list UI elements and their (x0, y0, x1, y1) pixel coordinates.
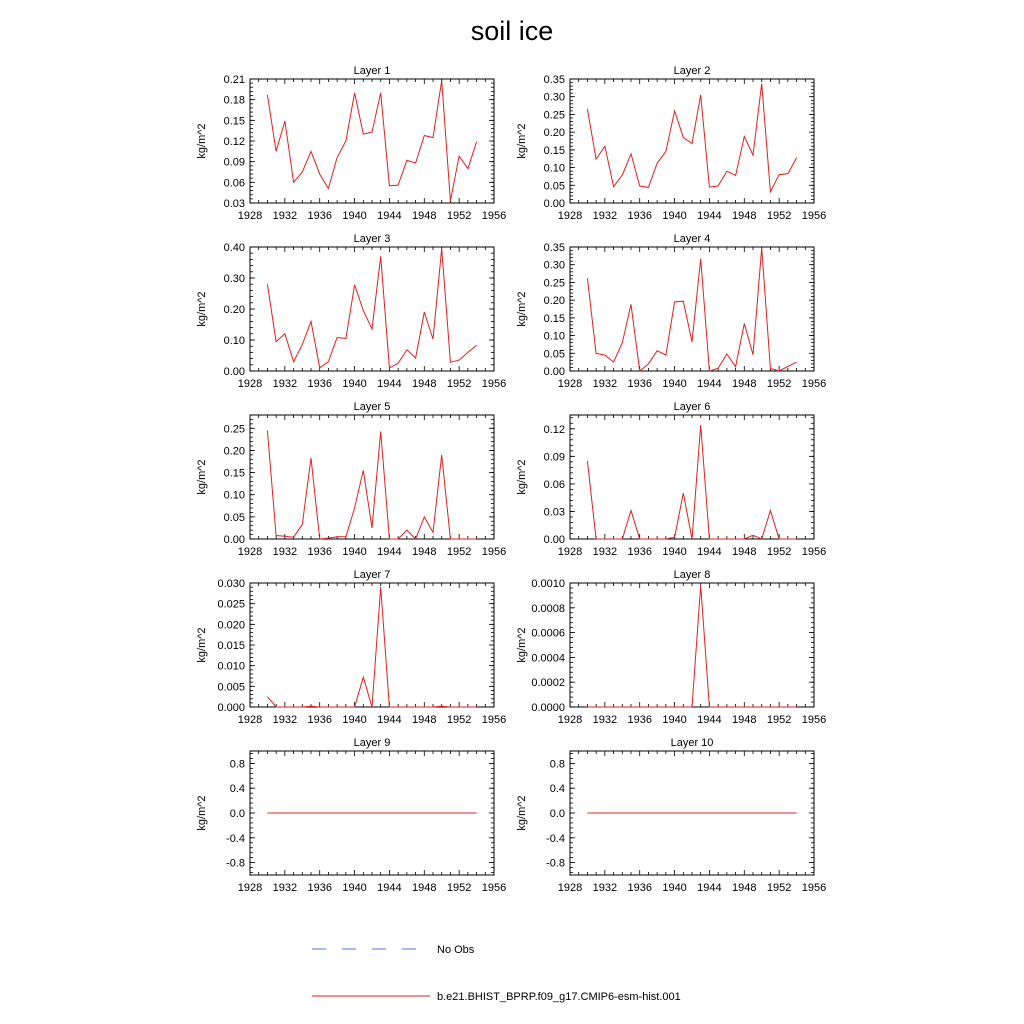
y-tick-label: 0.06 (543, 478, 565, 491)
y-tick-label: 0.09 (543, 451, 565, 464)
x-tick-label: 1928 (237, 882, 263, 894)
panel-title: Layer 3 (353, 233, 391, 245)
figure-title: soil ice (470, 16, 554, 46)
x-tick-label: 1952 (766, 546, 792, 558)
y-tick-label: 0.0002 (531, 677, 565, 690)
y-tick-label: 0.0006 (531, 627, 565, 640)
panel-layer-1 (196, 65, 506, 222)
y-tick-label: -0.4 (546, 832, 565, 845)
x-tick-label: 1940 (662, 882, 687, 894)
y-tick-label: 0.0 (229, 808, 245, 820)
y-axis-label: kg/m^2 (516, 795, 528, 831)
y-tick-label: 0.05 (543, 348, 565, 361)
panel-title: Layer 10 (670, 737, 714, 749)
y-tick-label: 0.000 (217, 702, 245, 714)
x-tick-label: 1944 (377, 546, 402, 558)
panel-title: Layer 1 (353, 65, 391, 77)
y-tick-label: -0.8 (546, 857, 565, 870)
plot-frame (250, 583, 494, 707)
x-tick-label: 1940 (342, 546, 367, 558)
x-tick-label: 1952 (446, 546, 472, 558)
x-tick-label: 1928 (237, 210, 263, 222)
panel-layer-5 (196, 401, 506, 558)
y-axis-label: kg/m^2 (516, 123, 528, 159)
x-tick-label: 1932 (272, 378, 298, 390)
y-tick-label: 0.10 (543, 330, 565, 343)
y-tick-label: 0.20 (543, 127, 565, 140)
plot-frame (250, 247, 494, 371)
x-tick-label: 1956 (801, 882, 827, 894)
x-tick-label: 1944 (377, 714, 402, 726)
y-tick-label: 0.12 (223, 136, 245, 148)
x-tick-label: 1928 (557, 882, 583, 894)
x-tick-label: 1956 (481, 546, 507, 558)
y-tick-label: 0.18 (223, 94, 245, 107)
x-tick-label: 1956 (801, 546, 827, 558)
x-tick-label: 1932 (592, 882, 618, 894)
y-tick-label: 0.30 (543, 259, 565, 272)
y-tick-label: 0.35 (543, 242, 565, 254)
y-tick-label: 0.4 (549, 783, 565, 796)
panel-title: Layer 6 (673, 401, 711, 413)
y-tick-label: -0.8 (226, 857, 245, 870)
y-tick-label: 0.025 (217, 598, 245, 611)
x-tick-label: 1928 (557, 546, 583, 558)
legend-label: b.e21.BHIST_BPRP.f09_g17.CMIP6-esm-hist.001 (437, 991, 681, 1003)
y-tick-label: 0.40 (223, 242, 245, 254)
x-tick-label: 1944 (697, 546, 722, 558)
y-tick-label: 0.010 (217, 660, 245, 673)
y-tick-label: 0.35 (543, 74, 565, 86)
x-tick-label: 1948 (732, 546, 757, 558)
x-tick-label: 1932 (272, 546, 298, 558)
x-tick-label: 1932 (272, 210, 298, 222)
y-tick-label: 0.030 (217, 578, 245, 590)
plot-frame (570, 415, 814, 539)
x-tick-label: 1952 (766, 378, 792, 390)
panel-title: Layer 2 (673, 65, 711, 77)
x-tick-label: 1948 (732, 210, 757, 222)
x-tick-label: 1940 (342, 378, 367, 390)
plot-frame (570, 583, 814, 707)
y-tick-label: 0.8 (549, 758, 565, 771)
x-tick-label: 1940 (342, 210, 367, 222)
x-tick-label: 1944 (377, 378, 402, 390)
panel-title: Layer 8 (673, 569, 711, 581)
x-tick-label: 1932 (592, 714, 618, 726)
x-tick-label: 1932 (592, 546, 618, 558)
x-tick-label: 1956 (801, 714, 827, 726)
x-tick-label: 1948 (412, 714, 437, 726)
x-tick-label: 1932 (272, 882, 298, 894)
panel-title: Layer 7 (353, 569, 391, 581)
plot-frame (250, 79, 494, 203)
y-tick-label: 0.30 (223, 273, 245, 285)
y-tick-label: 0.8 (229, 758, 245, 771)
y-tick-label: 0.20 (543, 295, 565, 308)
x-tick-label: 1952 (446, 714, 472, 726)
y-tick-label: 0.020 (217, 619, 245, 632)
y-tick-label: 0.0004 (531, 652, 565, 665)
x-tick-label: 1932 (272, 714, 298, 726)
x-tick-label: 1956 (481, 882, 507, 894)
y-tick-label: 0.03 (543, 506, 565, 519)
x-tick-label: 1928 (237, 378, 263, 390)
panel-layer-3 (196, 233, 506, 390)
x-tick-label: 1944 (377, 210, 402, 222)
x-tick-label: 1944 (697, 210, 722, 222)
y-tick-label: 0.05 (543, 180, 565, 193)
y-tick-label: 0.03 (223, 198, 245, 210)
y-axis-label: kg/m^2 (196, 795, 208, 831)
y-tick-label: 0.25 (543, 109, 565, 122)
series-line (587, 248, 796, 371)
y-axis-label: kg/m^2 (196, 459, 208, 495)
x-tick-label: 1956 (481, 210, 507, 222)
x-tick-label: 1952 (766, 882, 792, 894)
y-tick-label: 0.12 (543, 423, 565, 436)
y-tick-label: 0.10 (223, 335, 245, 347)
x-tick-label: 1936 (627, 378, 652, 390)
x-tick-label: 1932 (592, 378, 618, 390)
x-tick-label: 1948 (412, 378, 437, 390)
panel-layer-9 (196, 737, 506, 894)
y-axis-label: kg/m^2 (196, 123, 208, 159)
y-tick-label: 0.15 (543, 144, 565, 157)
y-tick-label: 0.20 (223, 304, 245, 316)
x-tick-label: 1956 (481, 714, 507, 726)
panel-layer-2 (516, 65, 826, 222)
legend-label: No Obs (437, 944, 475, 956)
series-line (587, 84, 796, 192)
panel-layer-6 (516, 401, 826, 558)
y-tick-label: 0.15 (223, 467, 245, 480)
series-line (267, 587, 476, 707)
y-tick-label: 0.00 (543, 534, 565, 546)
y-tick-label: 0.4 (229, 783, 245, 796)
plot-frame (250, 415, 494, 539)
x-tick-label: 1948 (412, 882, 437, 894)
panel-layer-7 (196, 569, 506, 726)
x-tick-label: 1956 (481, 378, 507, 390)
x-tick-label: 1948 (732, 714, 757, 726)
x-tick-label: 1936 (627, 882, 652, 894)
x-tick-label: 1936 (307, 378, 332, 390)
y-tick-label: 0.00 (223, 534, 245, 546)
x-tick-label: 1940 (662, 378, 687, 390)
x-tick-label: 1940 (342, 714, 367, 726)
x-tick-label: 1956 (801, 378, 827, 390)
x-tick-label: 1932 (592, 210, 618, 222)
y-tick-label: 0.10 (223, 489, 245, 502)
y-tick-label: 0.06 (223, 177, 245, 190)
y-tick-label: 0.00 (543, 198, 565, 210)
series-line (267, 249, 476, 368)
x-tick-label: 1948 (412, 210, 437, 222)
panel-title: Layer 9 (353, 737, 391, 749)
x-tick-label: 1928 (557, 378, 583, 390)
x-tick-label: 1940 (662, 210, 687, 222)
y-tick-label: 0.21 (223, 74, 245, 86)
x-tick-label: 1948 (732, 882, 757, 894)
x-tick-label: 1948 (732, 378, 757, 390)
y-tick-label: -0.4 (226, 832, 245, 845)
panel-title: Layer 4 (673, 233, 711, 245)
y-tick-label: 0.05 (223, 511, 245, 524)
y-tick-label: 0.25 (543, 277, 565, 290)
y-tick-label: 0.0000 (531, 702, 565, 714)
x-tick-label: 1948 (412, 546, 437, 558)
y-tick-label: 0.25 (223, 423, 245, 436)
x-tick-label: 1928 (237, 714, 263, 726)
legend (312, 944, 681, 1003)
y-axis-label: kg/m^2 (516, 291, 528, 327)
x-tick-label: 1936 (627, 210, 652, 222)
panel-title: Layer 5 (353, 401, 391, 413)
x-tick-label: 1952 (766, 714, 792, 726)
panel-layer-10 (516, 737, 826, 894)
x-tick-label: 1952 (446, 210, 472, 222)
y-tick-label: 0.10 (543, 162, 565, 175)
x-tick-label: 1936 (307, 714, 332, 726)
panel-layer-8 (516, 569, 826, 726)
y-axis-label: kg/m^2 (516, 627, 528, 663)
y-tick-label: 0.15 (223, 115, 245, 128)
y-tick-label: 0.00 (223, 366, 245, 378)
x-tick-label: 1928 (237, 546, 263, 558)
x-tick-label: 1944 (697, 882, 722, 894)
y-tick-label: 0.20 (223, 445, 245, 458)
x-tick-label: 1936 (627, 714, 652, 726)
y-tick-label: 0.30 (543, 91, 565, 104)
plot-frame (570, 247, 814, 371)
x-tick-label: 1944 (697, 378, 722, 390)
y-tick-label: 0.0 (549, 808, 565, 820)
x-tick-label: 1944 (377, 882, 402, 894)
x-tick-label: 1940 (662, 546, 687, 558)
y-axis-label: kg/m^2 (196, 291, 208, 327)
y-tick-label: 0.0010 (531, 578, 565, 590)
x-tick-label: 1928 (557, 714, 583, 726)
x-tick-label: 1936 (307, 546, 332, 558)
series-line (587, 425, 796, 539)
x-tick-label: 1936 (627, 546, 652, 558)
y-tick-label: 0.15 (543, 312, 565, 325)
x-tick-label: 1940 (342, 882, 367, 894)
x-tick-label: 1952 (446, 882, 472, 894)
x-tick-label: 1956 (801, 210, 827, 222)
x-tick-label: 1940 (662, 714, 687, 726)
x-tick-label: 1936 (307, 210, 332, 222)
x-tick-label: 1936 (307, 882, 332, 894)
y-tick-label: 0.00 (543, 366, 565, 378)
x-tick-label: 1952 (446, 378, 472, 390)
series-line (587, 586, 796, 708)
y-tick-label: 0.09 (223, 156, 245, 169)
y-tick-label: 0.0008 (531, 602, 565, 615)
series-line (267, 431, 476, 540)
y-axis-label: kg/m^2 (516, 459, 528, 495)
y-tick-label: 0.015 (217, 640, 245, 652)
series-line (267, 80, 476, 200)
x-tick-label: 1952 (766, 210, 792, 222)
y-tick-label: 0.005 (217, 681, 245, 694)
panel-layer-4 (516, 233, 826, 390)
x-tick-label: 1928 (557, 210, 583, 222)
y-axis-label: kg/m^2 (196, 627, 208, 663)
x-tick-label: 1944 (697, 714, 722, 726)
